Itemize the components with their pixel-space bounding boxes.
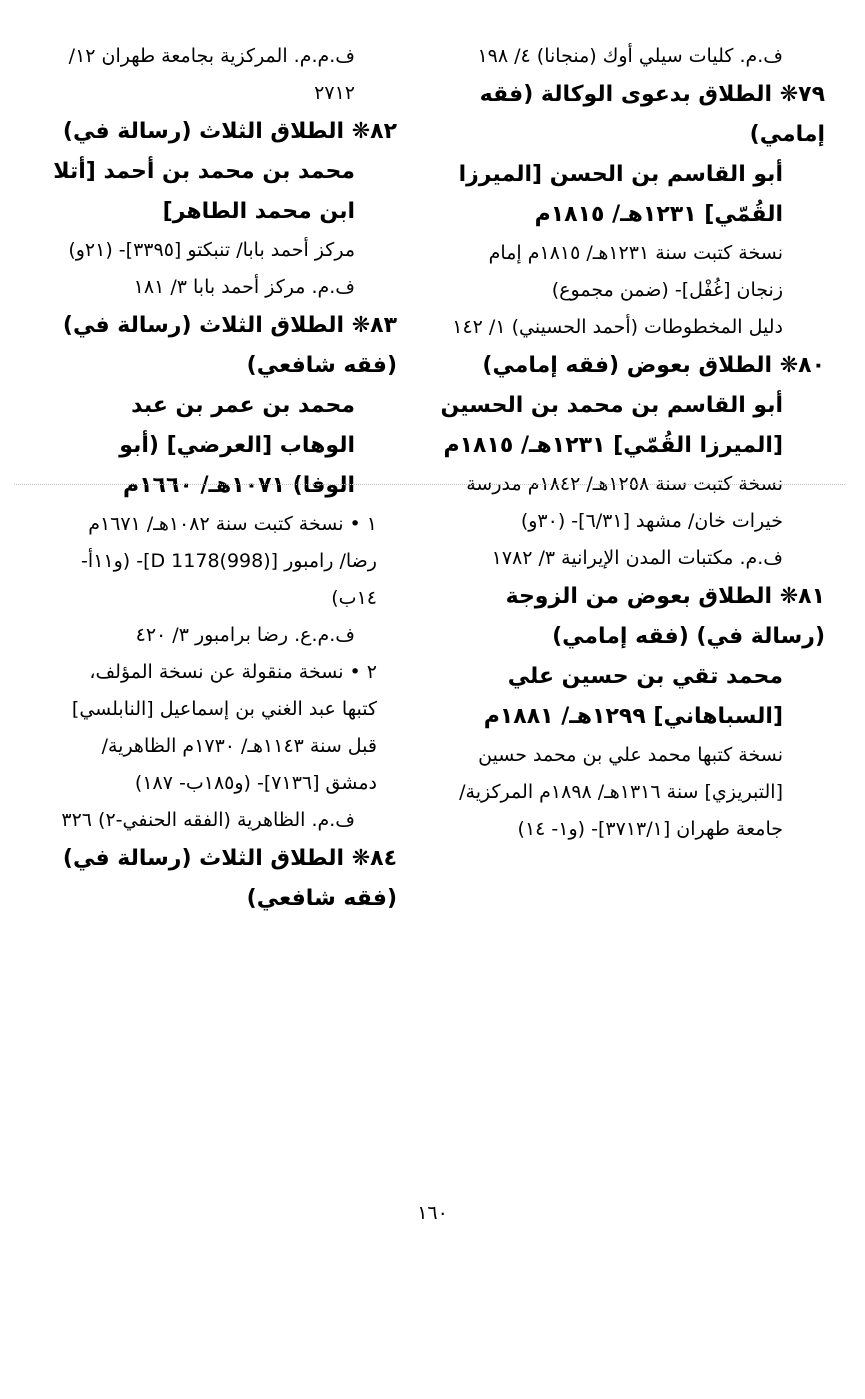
catalog-reference: ف.م. مركز أحمد بابا ٣/ ١٨١: [133, 276, 355, 298]
catalog-reference: ف.م. كليات سيلي أوك (منجانا) ٤/ ١٩٨: [477, 45, 783, 67]
entry-title: ٨٠❋ الطلاق بعوض (فقه إمامي): [482, 353, 825, 378]
catalog-reference: ف.م.م. المركزية بجامعة طهران ١٢/ ٢٧١٢: [68, 45, 355, 104]
right-column: [440, 38, 825, 848]
entry-author: أبو القاسم بن الحسن [الميرزا القُمّي] ١٢٣١هـ/ ١٨١٥م: [458, 162, 783, 227]
page-number: ١٦٠: [417, 1202, 448, 1224]
manuscript-copy: مركز أحمد بابا/ تنبكتو [٣٣٩٥]- (٢١و): [68, 239, 355, 261]
entry-title: ٨١❋ الطلاق بعوض من الزوجة (رسالة في) (فقه إمامي): [505, 584, 825, 649]
entry-author: محمد تقي بن حسين علي [السباهاني] ١٢٩٩هـ/ ١٨٨١م: [483, 664, 783, 729]
entry-title: ٧٩❋ الطلاق بدعوى الوكالة (فقه إمامي): [479, 82, 825, 147]
manuscript-copy: نسخة كتبت سنة ١٢٣١هـ/ ١٨١٥م إمام زنجان [غُفْل]- (ضمن مجموع): [488, 242, 783, 301]
manuscript-copy: ٢ • نسخة منقولة عن نسخة المؤلف، كتبها عبد الغني بن إسماعيل [النابلسي] قبل سنة ١١٤٣هـ/ ١٧٣٠م الظاهرية/ دمشق [٧١٣٦]- (و١٨٥ب- ١٨٧): [71, 661, 377, 794]
catalog-reference: ف.م. الظاهرية (الفقه الحنفي-٢) ٣٢٦: [61, 809, 355, 831]
entry-author: محمد بن محمد بن أحمد [أتلا ابن محمد الطاهر]: [53, 159, 355, 224]
entry-author: أبو القاسم بن محمد بن الحسين [الميرزا القُمّي] ١٢٣١هـ/ ١٨١٥م: [440, 393, 783, 458]
dotted-divider: [14, 484, 845, 485]
entry-title: ٨٣❋ الطلاق الثلاث (رسالة في) (فقه شافعي): [62, 313, 397, 378]
manuscript-copy: نسخة كتبت سنة ١٢٥٨هـ/ ١٨٤٢م مدرسة خيرات خان/ مشهد [٦/٣١]- (٣٠و): [466, 473, 783, 532]
catalog-reference: ف.م. مكتبات المدن الإيرانية ٣/ ١٧٨٢: [491, 547, 783, 569]
manuscript-copy: نسخة كتبها محمد علي بن محمد حسين [التبريزي] سنة ١٣١٦هـ/ ١٨٩٨م المركزية/ جامعة طهران [٣٧١٣/١]- (و١- ١٤): [459, 744, 783, 840]
entry-title: ٨٢❋ الطلاق الثلاث (رسالة في): [62, 119, 397, 144]
entry-title: ٨٤❋ الطلاق الثلاث (رسالة في) (فقه شافعي): [62, 846, 397, 911]
catalog-reference: ف.م.ع. رضا برامبور ٣/ ٤٢٠: [135, 624, 355, 646]
entry-author: محمد بن عمر بن عبد الوهاب [العرضي] (أبو الوفا) ١٠٧١هـ/ ١٦٦٠م: [119, 393, 355, 498]
catalog-reference: دليل المخطوطات (أحمد الحسيني) ١/ ١٤٢: [452, 316, 783, 338]
left-column: [52, 38, 397, 919]
manuscript-copy: ١ • نسخة كتبت سنة ١٠٨٢هـ/ ١٦٧١م رضا/ رامبور [D 1178(998)]- (و١١أ- ١٤ب): [81, 513, 377, 609]
